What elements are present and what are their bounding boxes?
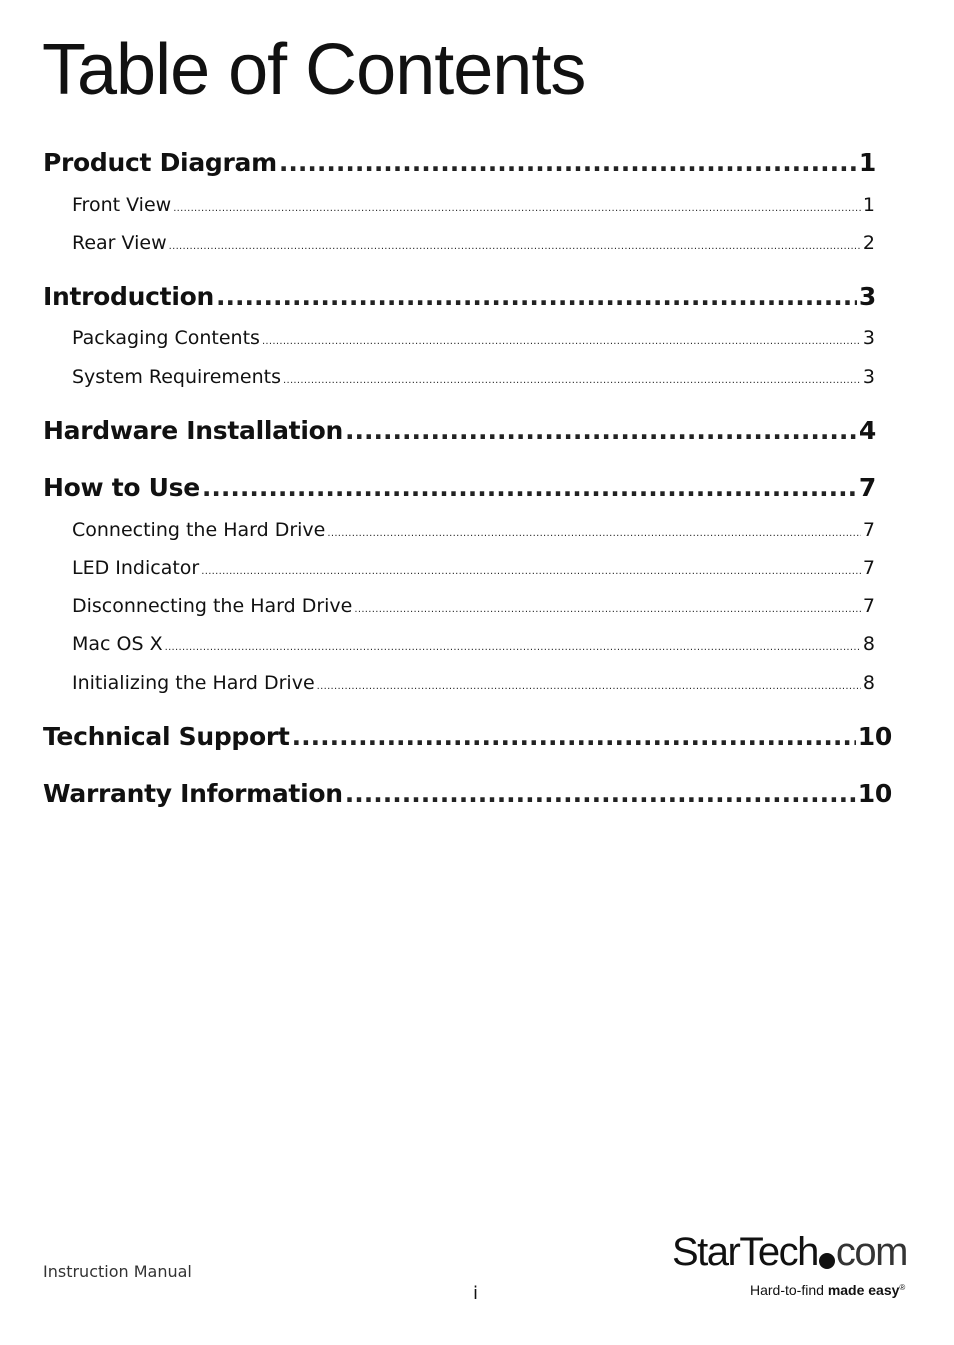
- toc-leader-dots: [317, 681, 861, 692]
- toc-entry-product-diagram[interactable]: [43, 148, 876, 177]
- toc-page-number: 3: [862, 366, 875, 388]
- logo-suffix: com: [835, 1230, 907, 1274]
- toc-page-number: 1: [862, 194, 875, 216]
- toc-label: How to Use: [43, 473, 200, 502]
- toc-entry-connecting-hard-drive[interactable]: [72, 519, 875, 541]
- toc-label: Connecting the Hard Drive: [72, 519, 326, 541]
- toc-label: Warranty Information: [43, 779, 343, 808]
- toc-entry-system-requirements[interactable]: [72, 366, 875, 388]
- toc-entry-how-to-use[interactable]: [43, 473, 876, 502]
- toc-label: Disconnecting the Hard Drive: [72, 595, 353, 617]
- toc-leader-dots: [354, 604, 861, 615]
- toc-leader-dots: [283, 375, 861, 386]
- toc-leader-dots: [262, 336, 861, 347]
- toc-entry-warranty-information[interactable]: [43, 779, 892, 808]
- toc-leader-dots: [292, 722, 856, 751]
- logo-tagline-bold: made easy: [827, 1282, 900, 1298]
- toc-leader-dots: [216, 282, 857, 311]
- toc-entry-hardware-installation[interactable]: [43, 416, 876, 445]
- toc-leader-dots: [169, 241, 861, 252]
- toc-page-number: 3: [862, 327, 875, 349]
- toc-leader-dots: [279, 148, 857, 177]
- toc-page-number: 10: [857, 722, 892, 751]
- toc-page-number: 10: [857, 779, 892, 808]
- toc-entry-packaging-contents[interactable]: [72, 327, 875, 349]
- toc-entry-technical-support[interactable]: [43, 722, 892, 751]
- footer-document-type: Instruction Manual: [43, 1262, 192, 1281]
- toc-entry-front-view[interactable]: [72, 194, 875, 216]
- toc-page-number: 7: [858, 473, 876, 502]
- toc-label: Hardware Installation: [43, 416, 343, 445]
- toc-page-number: 7: [862, 595, 875, 617]
- startech-logo: [672, 1230, 912, 1305]
- toc-page-number: 3: [858, 282, 876, 311]
- toc-entry-led-indicator[interactable]: [72, 557, 875, 579]
- logo-tagline: [750, 1282, 905, 1298]
- toc-leader-dots: [202, 473, 857, 502]
- toc-entry-rear-view[interactable]: [72, 232, 875, 254]
- toc-label: Technical Support: [43, 722, 290, 751]
- footer-page-number: i: [473, 1283, 479, 1304]
- toc-page-number: 2: [862, 232, 875, 254]
- toc-label: Introduction: [43, 282, 214, 311]
- toc-leader-dots: [345, 779, 856, 808]
- toc-leader-dots: [201, 566, 861, 577]
- toc-page-number: 8: [862, 672, 875, 694]
- logo-dot-icon: [819, 1253, 835, 1269]
- toc-leader-dots: [173, 203, 861, 214]
- logo-registered-mark: ®: [899, 1283, 906, 1292]
- toc-page-number: 7: [862, 519, 875, 541]
- toc-page-number: 7: [862, 557, 875, 579]
- toc-label: Initializing the Hard Drive: [72, 672, 315, 694]
- toc-label: System Requirements: [72, 366, 281, 388]
- logo-wordmark: [672, 1230, 907, 1275]
- toc-leader-dots: [345, 416, 857, 445]
- toc-label: Product Diagram: [43, 148, 277, 177]
- toc-page-number: 4: [858, 416, 876, 445]
- toc-leader-dots: [327, 528, 861, 539]
- toc-leader-dots: [165, 642, 861, 653]
- toc-entry-introduction[interactable]: [43, 282, 876, 311]
- toc-label: Rear View: [72, 232, 167, 254]
- logo-brand: StarTech: [672, 1230, 818, 1274]
- toc-label: Front View: [72, 194, 172, 216]
- toc-entry-mac-os-x[interactable]: [72, 633, 875, 655]
- logo-tagline-regular: Hard-to-find: [750, 1282, 828, 1298]
- toc-label: LED Indicator: [72, 557, 200, 579]
- page-title: Table of Contents: [42, 30, 586, 110]
- toc-entry-initializing-hard-drive[interactable]: [72, 672, 875, 694]
- toc-page-number: 1: [858, 148, 876, 177]
- toc-entry-disconnecting-hard-drive[interactable]: [72, 595, 875, 617]
- toc-label: Mac OS X: [72, 633, 163, 655]
- toc-label: Packaging Contents: [72, 327, 260, 349]
- toc-page-number: 8: [862, 633, 875, 655]
